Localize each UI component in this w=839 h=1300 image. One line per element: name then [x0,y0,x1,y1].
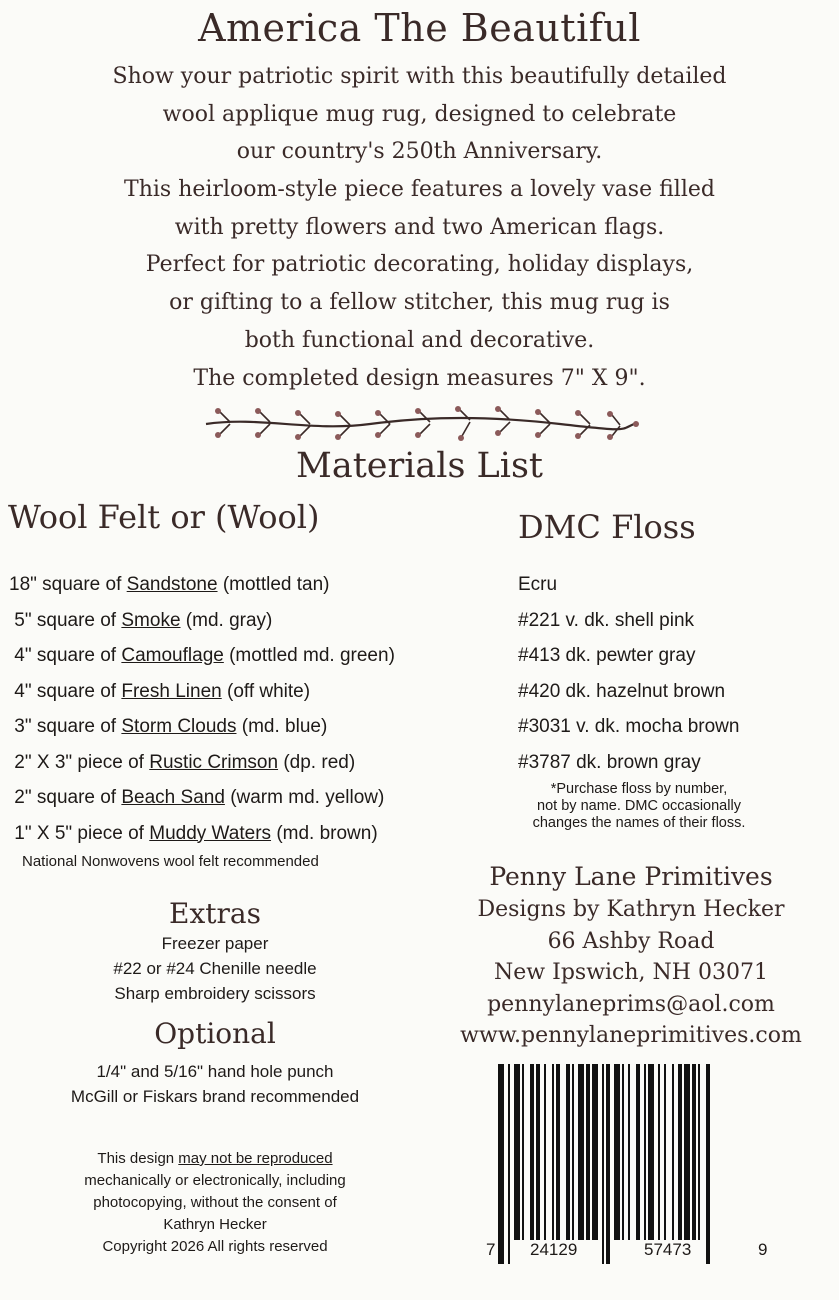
dmc-floss-heading: DMC Floss [518,508,696,546]
designer-name: Designs by Kathryn Hecker [477,897,785,922]
intro-line: Show your patriotic spirit with this beautifully detailed [112,64,727,89]
intro-line: The completed design measures 7" X 9". [193,365,646,391]
intro-line: our country's 250th Anniversary. [236,139,603,165]
floss-item: #221 v. dk. shell pink [518,609,695,631]
wool-item: 5" square of Smoke (md. gray) [14,609,273,631]
floss-item: #413 dk. pewter gray [518,645,696,666]
wool-item: 4" square of Camouflage (mottled md. green) [14,645,395,666]
street-address: 66 Ashby Road [547,928,715,954]
optional-heading: Optional [154,1017,276,1050]
extras-list [0,931,430,1006]
floss-item: #3031 v. dk. mocha brown [518,716,740,737]
note-line: *Purchase floss by number, [550,781,728,797]
materials-list-heading: Materials List [295,446,544,486]
floss-purchase-note [470,781,808,832]
barcode-group-2: 57473 [644,1240,692,1259]
website-url: www.pennylaneprimitives.com [460,1023,802,1048]
barcode-digit-left: 7 [486,1240,496,1259]
intro-line: with pretty flowers and two American flags. [174,214,665,240]
intro-line: both functional and decorative. [244,327,595,353]
floss-item: #420 dk. hazelnut brown [518,680,726,702]
notice-line: This design may not be reproduced [97,1150,333,1167]
intro-line: Perfect for patriotic decorating, holiday displays, [145,252,694,278]
optional-item: McGill or Fiskars brand recommended [70,1087,360,1106]
vine-divider-icon [200,402,640,448]
company-info [445,860,817,1052]
wool-item: 18" square of Sandstone (mottled tan) [9,574,330,595]
floss-item: #3787 dk. brown gray [518,751,701,773]
optional-item: 1/4" and 5/16" hand hole punch [96,1062,334,1081]
note-line: changes the names of their floss. [532,815,746,831]
wool-materials-list [9,567,489,851]
extras-item: #22 or #24 Chenille needle [113,959,317,978]
wool-heading: Wool Felt or (Wool) [8,498,320,536]
barcode-group-1: 24129 [530,1240,578,1259]
wool-recommendation-note: National Nonwovens wool felt recommended [22,853,319,870]
company-name: Penny Lane Primitives [489,862,773,891]
notice-line: Copyright 2026 All rights reserved [102,1238,328,1255]
extras-item: Sharp embroidery scissors [114,984,316,1003]
email-address: pennylaneprims@aol.com [487,991,775,1017]
wool-item: 2" square of Beach Sand (warm md. yellow) [14,787,385,808]
wool-item: 4" square of Fresh Linen (off white) [14,680,311,702]
copyright-notice [40,1148,390,1258]
floss-item: Ecru [518,574,558,595]
intro-line: or gifting to a fellow stitcher, this mug rug is [169,290,670,316]
optional-list [0,1059,430,1109]
city-state-zip: New Ipswich, NH 03071 [494,960,768,985]
intro-line: wool applique mug rug, designed to celebrate [162,101,677,127]
intro-line: This heirloom-style piece features a lovely vase filled [124,177,715,203]
wool-item: 3" square of Storm Clouds (md. blue) [14,716,328,737]
wool-item: 2" X 3" piece of Rustic Crimson (dp. red) [14,751,356,773]
pattern-title: America The Beautiful [198,6,641,50]
note-line: not by name. DMC occasionally [537,798,741,814]
barcode-digit-right: 9 [758,1240,768,1259]
extras-item: Freezer paper [161,934,269,953]
notice-line: mechanically or electronically, including [84,1172,346,1189]
wool-item: 1" X 5" piece of Muddy Waters (md. brown) [14,822,378,844]
dmc-floss-list [518,567,818,780]
intro-description [40,58,799,397]
notice-line: Kathryn Hecker [163,1216,267,1233]
reproduction-warning: may not be reproduced [178,1150,333,1167]
extras-heading: Extras [169,897,261,930]
notice-line: photocopying, without the consent of [93,1194,337,1211]
